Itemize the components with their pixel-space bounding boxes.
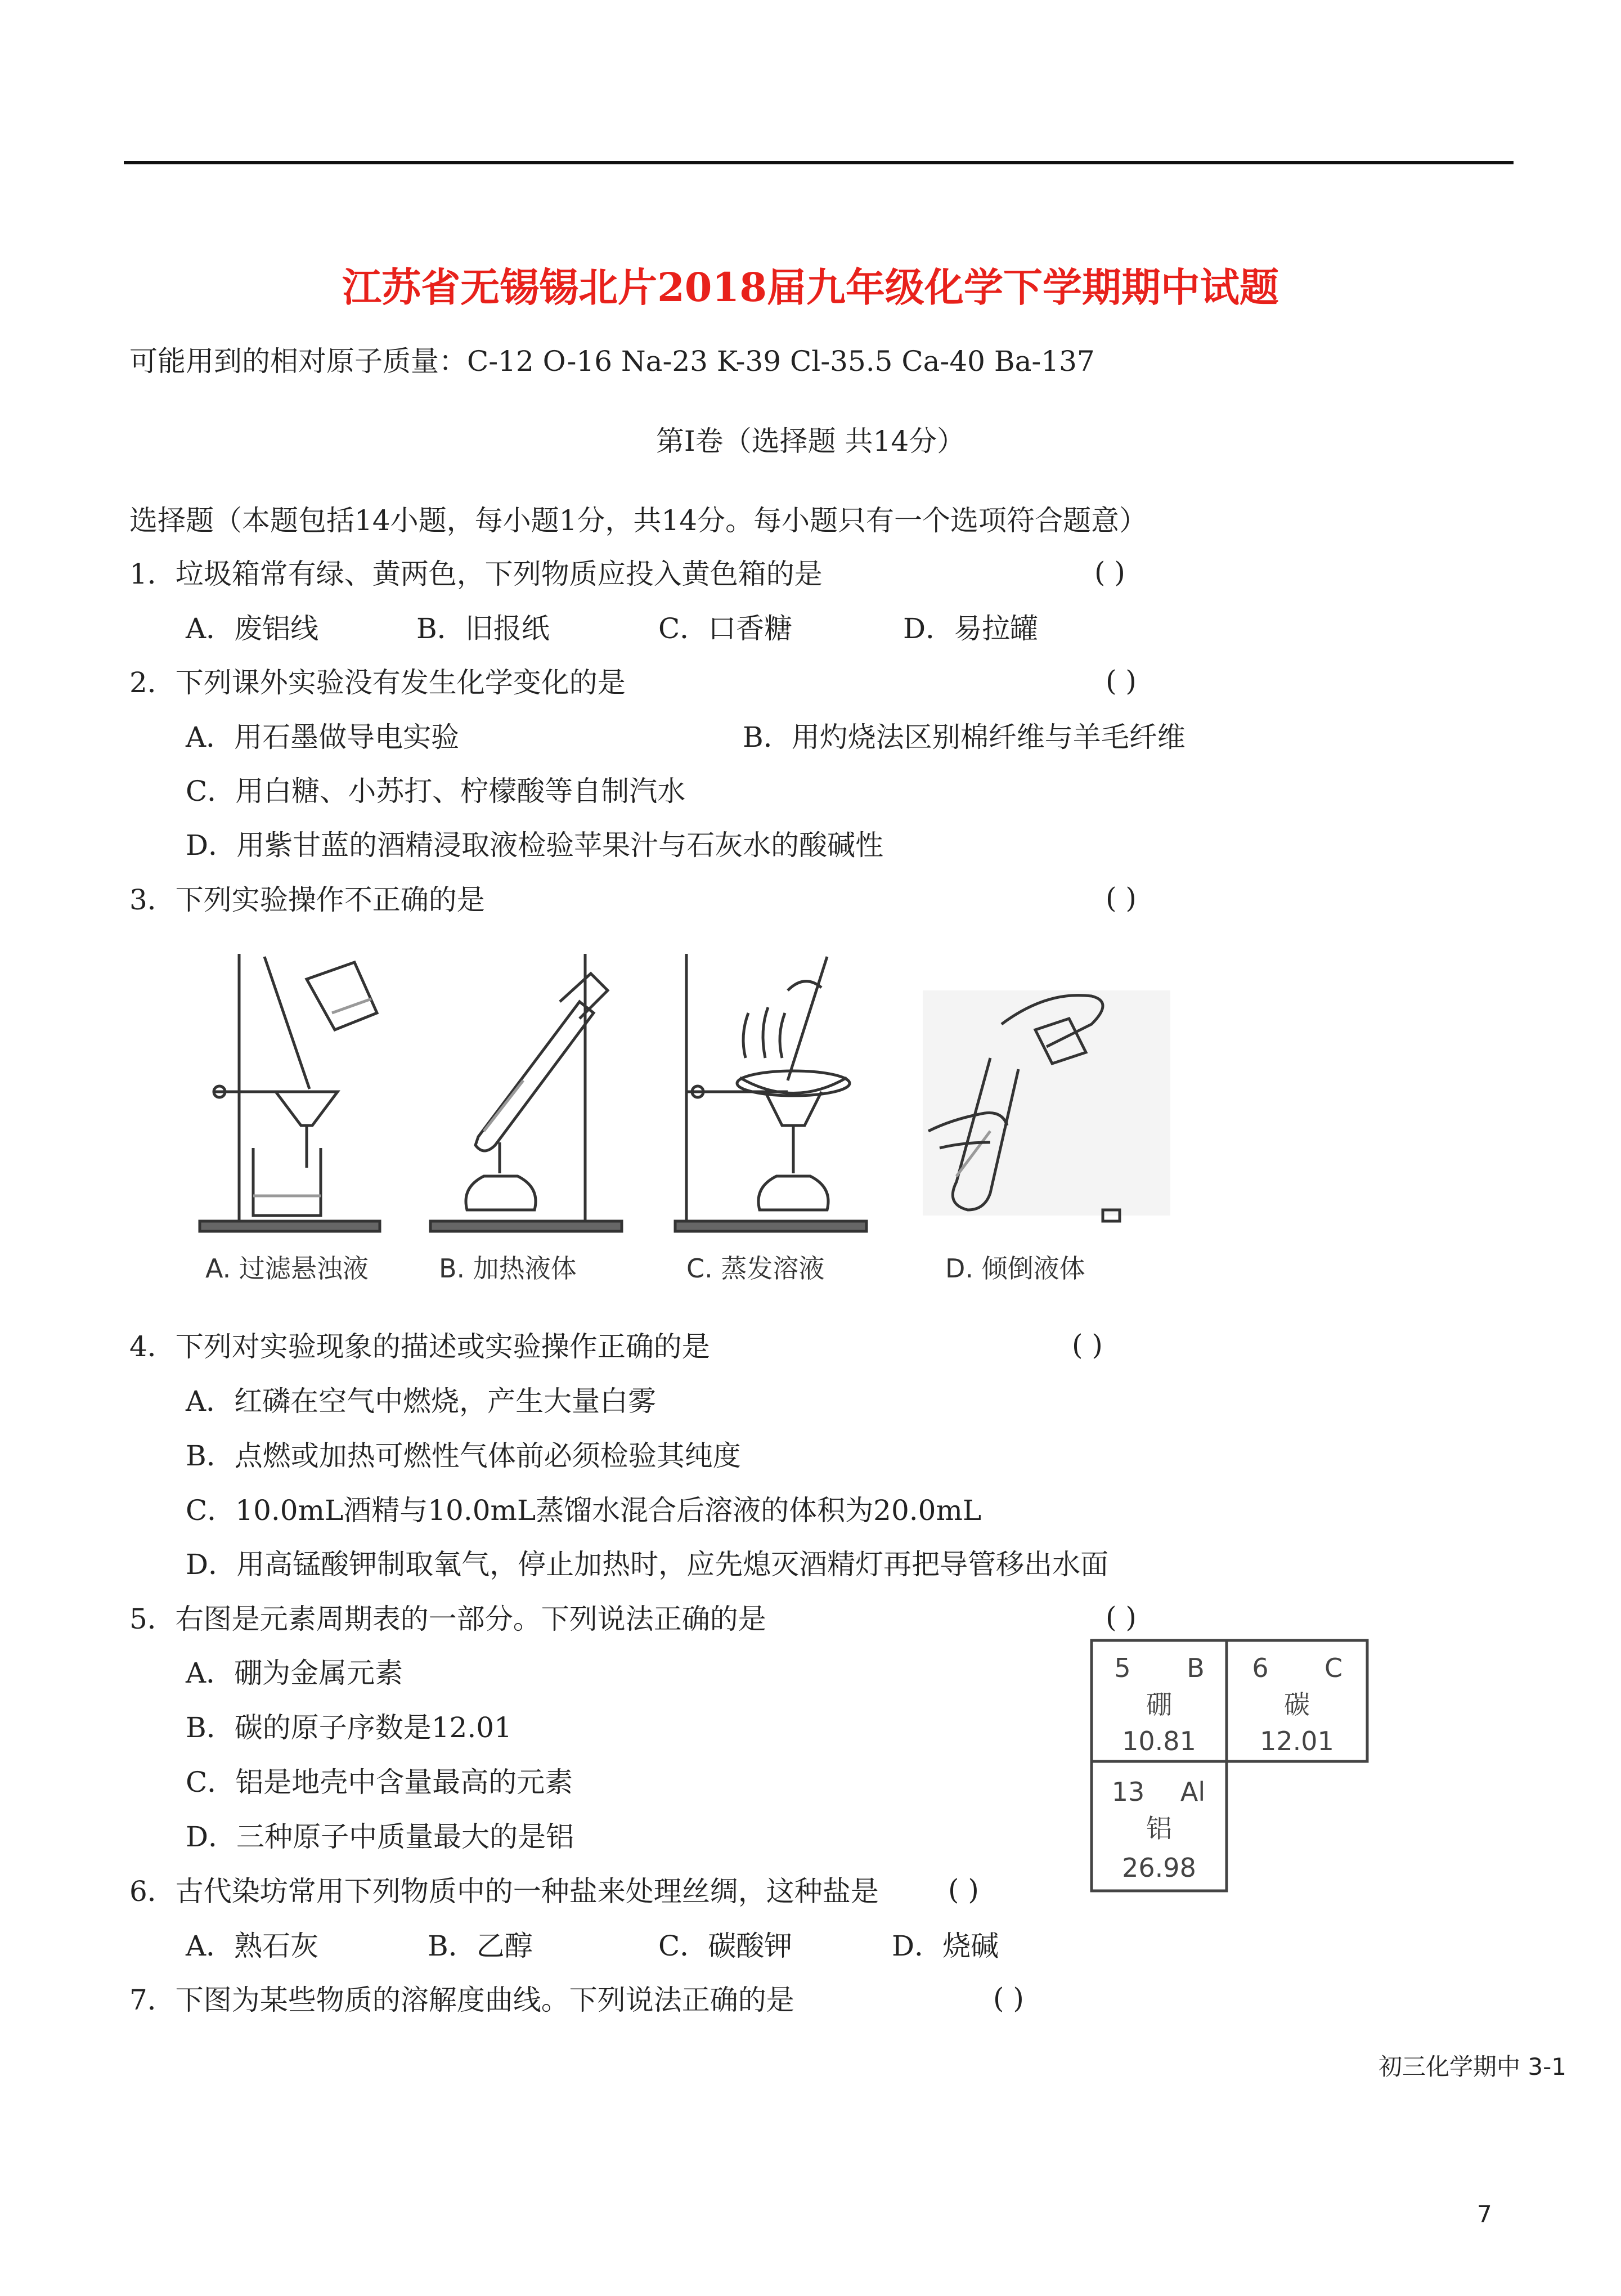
answer-blank[interactable]: ( ) [993,1982,1024,2015]
answer-blank[interactable]: ( ) [948,1873,979,1906]
lab-operations-figure [191,945,1193,1294]
option-d[interactable]: D．用高锰酸钾制取氧气，停止加热时，应先熄灭酒精灯再把导管移出水面 [186,1548,1109,1581]
heating-liquid-apparatus-icon [430,954,622,1231]
filtration-apparatus-icon [200,954,380,1231]
option-b[interactable]: B．碳的原子序数是12.01 [186,1711,512,1744]
question-stem: 3．下列实验操作不正确的是 [129,884,485,916]
element-name-b: 硼 [1146,1689,1172,1720]
answer-blank[interactable]: ( ) [1072,1329,1103,1361]
figure-label-c: C. 蒸发溶液 [686,1253,825,1284]
option-a[interactable]: A．硼为金属元素 [186,1657,403,1689]
question-stem: 2．下列课外实验没有发生化学变化的是 [129,666,626,699]
element-number-al: 13 [1111,1777,1145,1807]
question-stem: 4．下列对实验现象的描述或实验操作正确的是 [129,1330,710,1363]
question-stem: 1．垃圾箱常有绿、黄两色，下列物质应投入黄色箱的是 [129,558,823,590]
option-a[interactable]: A．用石墨做导电实验 [186,721,460,754]
option-a[interactable]: A．红磷在空气中燃烧，产生大量白雾 [186,1385,657,1418]
top-rule [124,161,1514,164]
pouring-liquid-illustration-icon [923,990,1170,1221]
option-d[interactable]: D．用紫甘蓝的酒精浸取液检验苹果汁与石灰水的酸碱性 [186,829,884,862]
answer-blank[interactable]: ( ) [1094,556,1125,589]
option-a[interactable]: A．熟石灰 [186,1930,319,1962]
question-stem: 7．下图为某些物质的溶解度曲线。下列说法正确的是 [129,1984,794,2016]
option-b[interactable]: B．用灼烧法区别棉纤维与羊毛纤维 [743,721,1186,754]
option-c[interactable]: C．10.0mL酒精与10.0mL蒸馏水混合后溶液的体积为20.0mL [186,1494,982,1527]
element-symbol-al: Al [1180,1777,1206,1807]
option-d[interactable]: D．易拉罐 [903,612,1039,645]
option-d[interactable]: D．烧碱 [892,1930,999,1962]
page-number: 7 [1477,2200,1492,2228]
option-c[interactable]: C．口香糖 [658,612,793,645]
atomic-masses: 可能用到的相对原子质量：C-12 O-16 Na-23 K-39 Cl-35.5 Ca-40 Ba-137 [129,345,1095,378]
element-symbol-b: B [1187,1653,1205,1683]
footer-label: 初三化学期中 3-1 [1378,2053,1566,2080]
option-d[interactable]: D．三种原子中质量最大的是铝 [186,1820,574,1853]
element-symbol-c: C [1324,1653,1343,1683]
question-stem: 6．古代染坊常用下列物质中的一种盐来处理丝绸，这种盐是 [129,1875,879,1908]
page-title: 江苏省无锡锡北片2018届九年级化学下学期期中试题 [342,264,1279,311]
option-b[interactable]: B．点燃或加热可燃性气体前必须检验其纯度 [186,1440,741,1472]
answer-blank[interactable]: ( ) [1106,882,1137,914]
instructions: 选择题（本题包括14小题，每小题1分，共14分。每小题只有一个选项符合题意） [129,504,1148,537]
option-c[interactable]: C．铝是地壳中含量最高的元素 [186,1766,573,1799]
section-header: 第Ⅰ卷（选择题 共14分） [655,425,966,458]
figure-label-b: B. 加热液体 [439,1253,577,1284]
element-mass-c: 12.01 [1260,1726,1334,1756]
option-a[interactable]: A．废铝线 [186,612,319,645]
element-number-c: 6 [1252,1653,1269,1683]
element-number-b: 5 [1114,1653,1131,1683]
question-stem: 5．右图是元素周期表的一部分。下列说法正确的是 [129,1603,766,1635]
element-name-c: 碳 [1284,1689,1310,1720]
option-c[interactable]: C．碳酸钾 [658,1930,793,1962]
option-b[interactable]: B．乙醇 [428,1930,533,1962]
option-b[interactable]: B．旧报纸 [416,612,550,645]
figure-label-d: D. 倾倒液体 [945,1253,1085,1284]
answer-blank[interactable]: ( ) [1106,1601,1137,1634]
answer-blank[interactable]: ( ) [1106,665,1137,697]
element-mass-b: 10.81 [1122,1726,1196,1756]
element-name-al: 铝 [1146,1813,1172,1844]
element-mass-al: 26.98 [1122,1853,1196,1883]
figure-label-a: A. 过滤悬浊液 [205,1253,369,1284]
periodic-table-excerpt [1089,1638,1381,1896]
option-c[interactable]: C．用白糖、小苏打、柠檬酸等自制汽水 [186,775,686,808]
evaporation-apparatus-icon [675,954,866,1231]
